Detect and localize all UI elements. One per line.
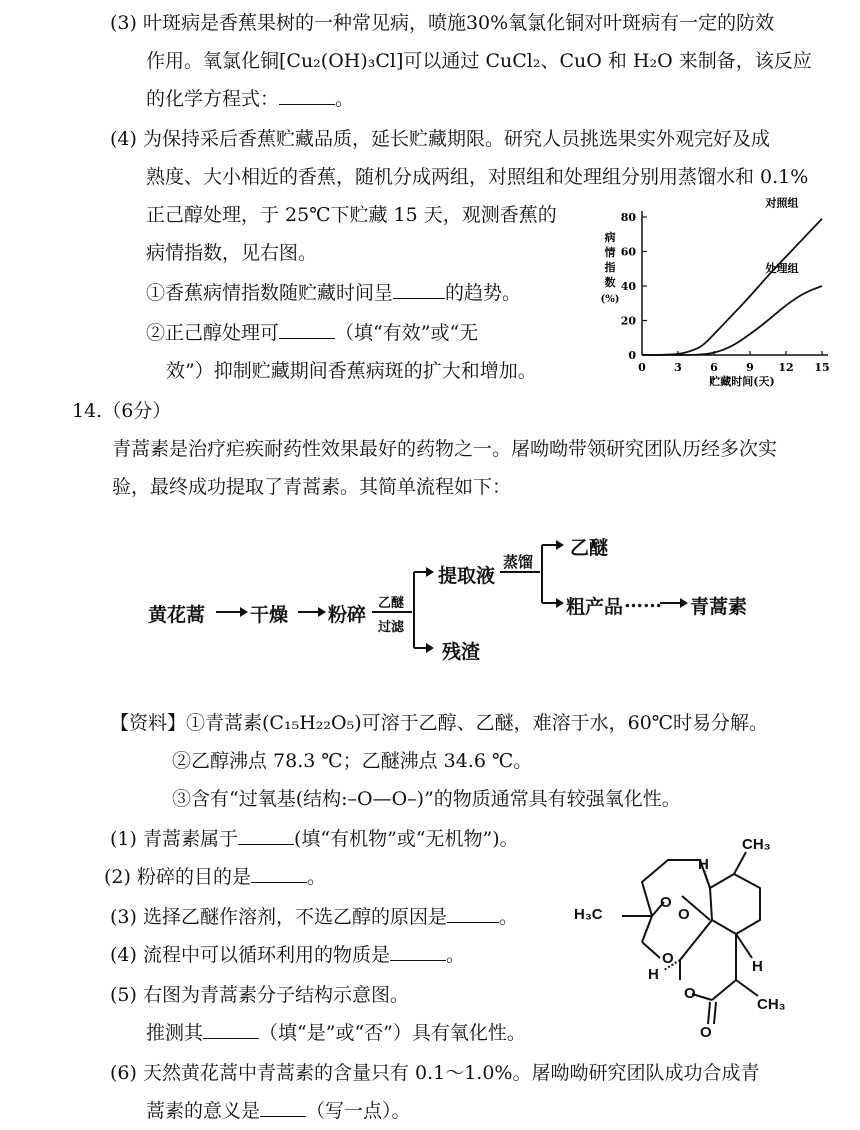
- o-carbonyl: O: [700, 1024, 712, 1041]
- o-bridge: O: [662, 950, 674, 967]
- q13-p4-q2-line2: 效”）抑制贮藏期间香蕉病斑的扩大和增加。: [166, 360, 537, 382]
- series-label: 对照组: [765, 196, 799, 210]
- flow-cond-distill: 蒸馏: [503, 553, 534, 571]
- ch3-right: CH₃: [757, 996, 786, 1013]
- y-tick-label: 60: [620, 245, 636, 259]
- flow-cond-filter: 过滤: [378, 620, 405, 635]
- info-line3: ③含有“过氧基(结构:–O—O–)”的物质通常具有较强氧化性。: [172, 788, 681, 810]
- q14-q5-line1: (5) 右图为青蒿素分子结构示意图。: [110, 984, 409, 1006]
- q14-q4-end: 。: [445, 944, 465, 966]
- structure-bonds: [560, 830, 820, 1050]
- q1-text-end: 的趋势。: [445, 282, 522, 304]
- q13-p4-line1: (4) 为保持采后香蕉贮藏品质，延长贮藏期限。研究人员挑选果实外观完好及成: [110, 128, 770, 150]
- o-lactone: O: [684, 985, 696, 1002]
- x-axis-label: 贮藏时间(天): [709, 375, 775, 388]
- q14-q1-end: (填“有机物”或“无机物”)。: [293, 828, 519, 850]
- flow-cond-ether: 乙醚: [378, 596, 405, 611]
- q13-p4-line3: 正己醇处理，于 25℃下贮藏 15 天，观测香蕉的: [146, 204, 557, 226]
- q2-text: ②正己醇处理可: [146, 322, 280, 344]
- q14-q6-line2: [146, 1098, 411, 1124]
- flow-residue: 残渣: [442, 641, 481, 663]
- q14-q1: [110, 826, 519, 852]
- flow-ether-out: 乙醚: [570, 537, 609, 559]
- q14-q4-text: (4) 流程中可以循环利用的物质是: [110, 944, 390, 966]
- y-tick-label: 40: [620, 280, 636, 293]
- o-peroxide-2: O: [678, 906, 690, 923]
- y-tick-label: 0: [628, 349, 636, 362]
- q14-header: 14.（6分）: [72, 400, 172, 422]
- q14-q1-text: (1) 青蒿素属于: [110, 828, 238, 850]
- q14-q6-end: （写一点）。: [306, 1100, 411, 1122]
- answer-blank[interactable]: [447, 904, 499, 923]
- q14-q5-line2: [146, 1020, 526, 1046]
- q13-p4-line2: 熟度、大小相近的香蕉，随机分成两组，对照组和处理组分别用蒸馏水和 0.1%: [146, 166, 809, 188]
- q14-q2-text: (2) 粉碎的目的是: [104, 866, 251, 888]
- q13-p3-label: 的化学方程式：: [146, 88, 280, 110]
- period: 。: [335, 88, 355, 110]
- flow-extract: 提取液: [438, 565, 496, 587]
- answer-blank[interactable]: [260, 1098, 306, 1117]
- q14-q2: [104, 864, 326, 890]
- flow-crude: 粗产品: [566, 596, 624, 618]
- q14-q3: [110, 904, 518, 930]
- info-line2: ②乙醇沸点 78.3 ℃；乙醚沸点 34.6 ℃。: [172, 750, 533, 772]
- flow-dots: ……: [624, 590, 662, 612]
- h-right: H: [752, 958, 763, 975]
- info-line1: [110, 710, 768, 736]
- q13-p3-line1: (3) 叶斑病是香蕉果树的一种常见病，喷施30%氧氯化铜对叶斑病有一定的防效: [110, 12, 775, 34]
- answer-blank[interactable]: [251, 864, 307, 883]
- q14-q3-end: 。: [498, 906, 518, 928]
- q14-q6-text: 蒿素的意义是: [146, 1100, 261, 1122]
- x-tick-label: 12: [778, 361, 794, 374]
- q14-q6-line1: (6) 天然黄花蒿中青蒿素的含量只有 0.1～1.0%。屠呦呦研究团队成功合成青: [110, 1062, 760, 1084]
- q14-q5-text: 推测其: [146, 1022, 204, 1044]
- y-tick-label: 80: [620, 211, 636, 224]
- x-tick-label: 0: [638, 361, 646, 374]
- y-axis-label: 病情指数(%): [600, 231, 620, 305]
- x-tick-label: 3: [674, 361, 682, 374]
- q14-q4: [110, 942, 465, 968]
- o-peroxide-1: O: [660, 894, 672, 911]
- h-top: H: [698, 856, 709, 873]
- flow-final: 青蒿素: [690, 596, 748, 618]
- x-tick-label: 15: [814, 361, 830, 374]
- h-left: H: [648, 966, 659, 983]
- q1-text: ①香蕉病情指数随贮藏时间呈: [146, 282, 394, 304]
- flow-step-dry: 干燥: [250, 604, 289, 626]
- answer-blank[interactable]: [390, 942, 446, 961]
- info-1: ①青蒿素(C₁₅H₂₂O₅)可溶于乙醇、乙醚，难溶于水，60℃时易分解。: [186, 712, 769, 734]
- q14-q5-end: （填“是”或“否”）具有氧化性。: [259, 1022, 526, 1044]
- y-tick-label: 20: [620, 314, 636, 328]
- q14-intro-line2: 验，最终成功提取了青蒿素。其简单流程如下：: [112, 476, 512, 498]
- q14-intro-line1: 青蒿素是治疗疟疾耐药性效果最好的药物之一。屠呦呦带领研究团队历经多次实: [112, 438, 778, 460]
- q13-p3-line2: 作用。氧氯化铜[Cu₂(OH)₃Cl]可以通过 CuCl₂、CuO 和 H₂O 来制备，该反应: [146, 50, 812, 72]
- answer-blank[interactable]: [203, 1020, 259, 1039]
- x-tick-label: 9: [746, 361, 754, 374]
- ch3-left: H₃C: [574, 906, 603, 923]
- answer-blank[interactable]: [238, 826, 294, 845]
- q13-p4-line4: 病情指数，见右图。: [146, 242, 318, 264]
- q14-q3-text: (3) 选择乙醚作溶剂，不选乙醇的原因是: [110, 906, 447, 928]
- flow-step-huanghuahao: 黄花蒿: [148, 604, 206, 626]
- series-label: 处理组: [765, 262, 799, 275]
- flow-step-crush: 粉碎: [328, 604, 367, 626]
- ch3-top: CH₃: [742, 836, 771, 853]
- q14-q2-end: 。: [306, 866, 326, 888]
- info-label: 【资料】: [110, 712, 187, 734]
- x-tick-label: 6: [710, 361, 718, 374]
- q2-text-end: （填“有效”或“无: [335, 322, 479, 344]
